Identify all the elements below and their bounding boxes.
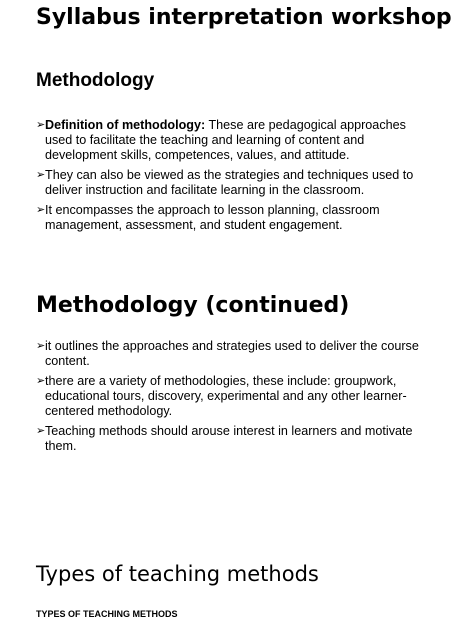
slide1-subtitle: Methodology (36, 70, 155, 91)
arrow-bullet-icon: ➢ (36, 203, 46, 216)
slide3-subtitle: TYPES OF TEACHING METHODS (36, 609, 178, 619)
bullet-body: it outlines the approaches and strategies used to deliver the course content. (45, 339, 419, 368)
arrow-bullet-icon: ➢ (36, 339, 46, 352)
bullet-body: It encompasses the approach to lesson planning, classroom management, assessment, and student engagement. (45, 203, 380, 232)
bullet-body: These are pedagogical approaches used to facilitate the teaching and learning of content and development skills, competences, values, and attitude. (45, 118, 406, 162)
slide1-bullet-2 (36, 168, 436, 198)
slide2-bullet-3 (36, 424, 436, 454)
bullet-body: They can also be viewed as the strategies and techniques used to deliver instruction and facilitate learning in the classroom. (45, 168, 414, 197)
slide2-title: Methodology (continued) (36, 293, 350, 318)
arrow-bullet-icon: ➢ (36, 374, 46, 387)
bullet-text (45, 118, 436, 163)
bullet-body: there are a variety of methodologies, these include: groupwork, educational tours, discovery, experimental and any other learner-centered methodology. (45, 374, 407, 418)
bullet-lead: Definition of methodology: (45, 118, 206, 132)
slide2-bullet-list (36, 339, 436, 459)
arrow-bullet-icon: ➢ (36, 424, 46, 437)
arrow-bullet-icon: ➢ (36, 168, 46, 181)
slide1-bullet-1 (36, 118, 436, 163)
slide1-bullet-list (36, 118, 436, 238)
slide3-title: Types of teaching methods (36, 562, 319, 586)
slide2-bullet-1 (36, 339, 436, 369)
slide2-bullet-2 (36, 374, 436, 419)
arrow-bullet-icon: ➢ (36, 118, 46, 131)
slide1-bullet-3 (36, 203, 436, 233)
bullet-body: Teaching methods should arouse interest in learners and motivate them. (45, 424, 413, 453)
slide1-title: Syllabus interpretation workshop (36, 5, 452, 30)
